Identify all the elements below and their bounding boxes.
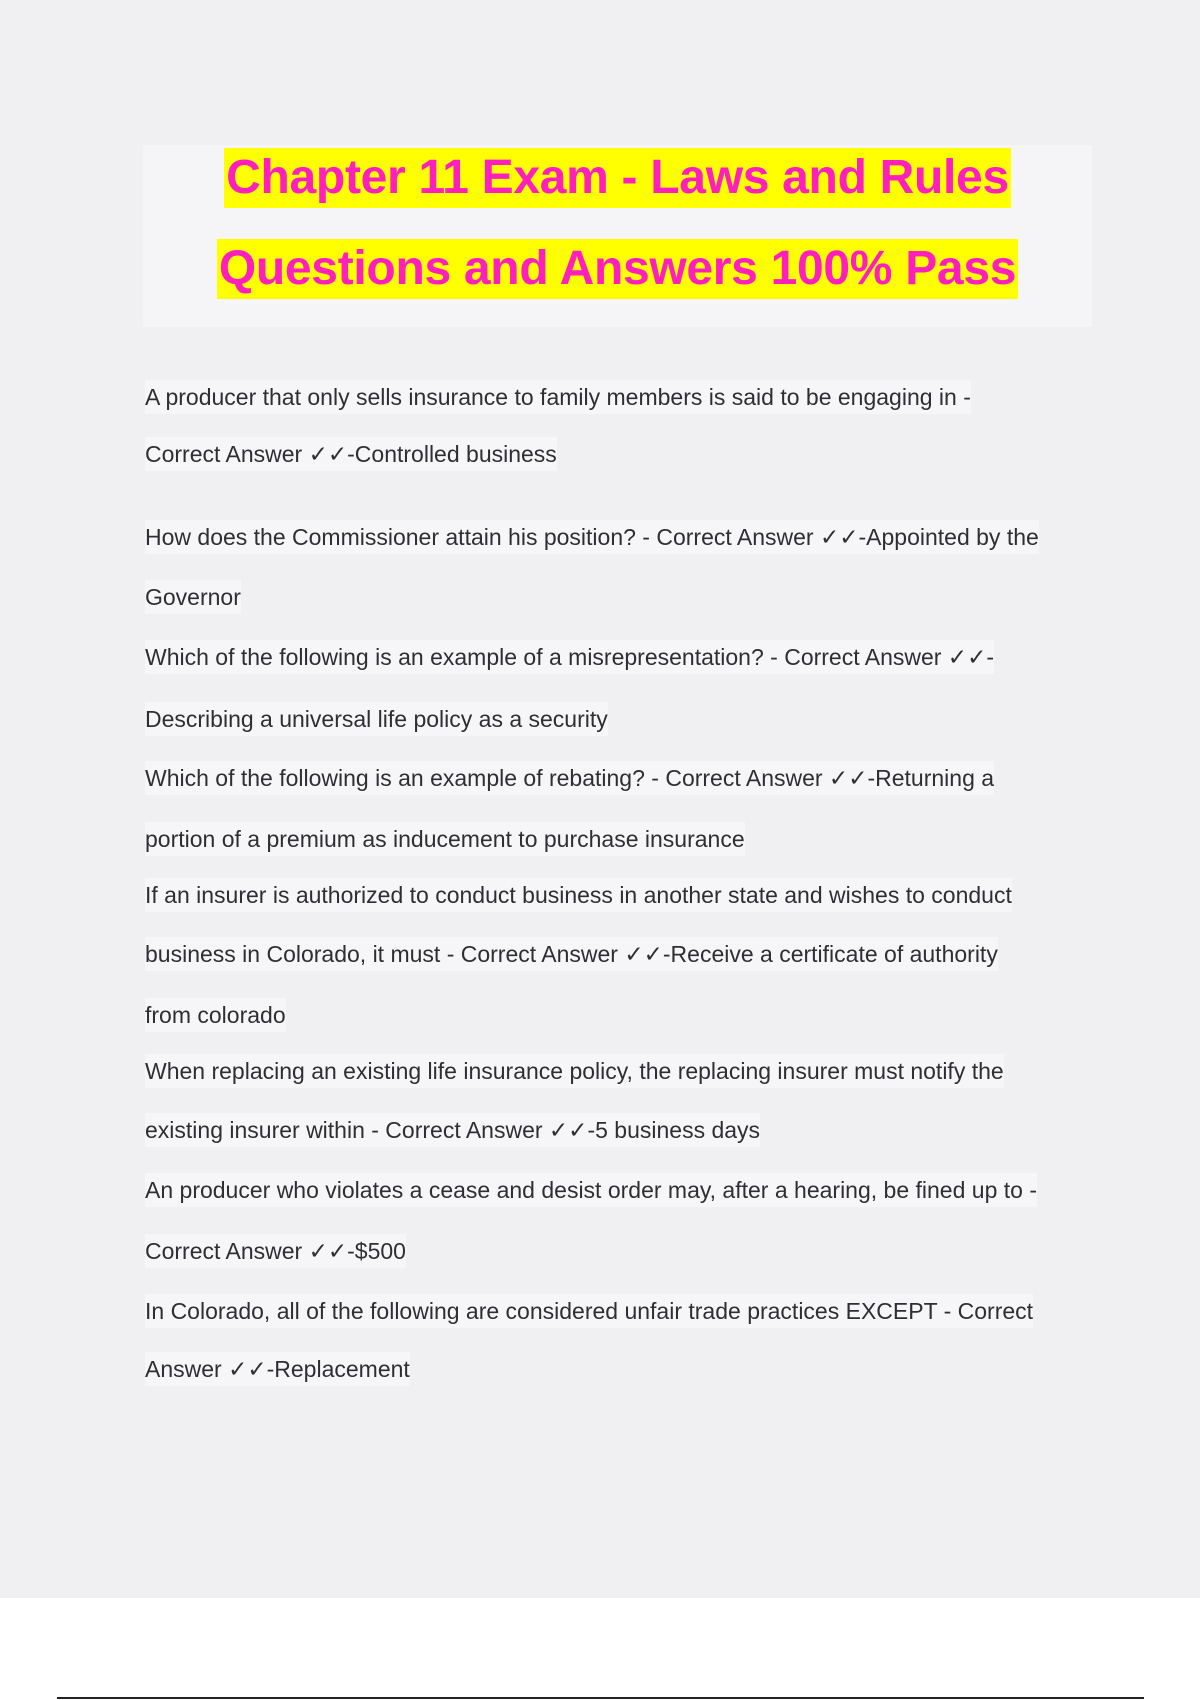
qa-line: An producer who violates a cease and desist order may, after a hearing, be fined up to -: [145, 1173, 1037, 1207]
title-block: [143, 145, 1092, 327]
qa-line: from colorado: [145, 998, 286, 1032]
qa-line: Correct Answer ✓✓-Controlled business: [145, 437, 557, 471]
qa-line: Answer ✓✓-Replacement: [145, 1352, 410, 1386]
qa-line: portion of a premium as inducement to purchase insurance: [145, 822, 745, 856]
qa-line: business in Colorado, it must - Correct Answer ✓✓-Receive a certificate of authority: [145, 937, 998, 971]
qa-line: Describing a universal life policy as a security: [145, 702, 608, 736]
title-line-2: Questions and Answers 100% Pass: [217, 239, 1018, 299]
qa-line: Correct Answer ✓✓-$500: [145, 1234, 406, 1268]
qa-line: When replacing an existing life insurance policy, the replacing insurer must notify the: [145, 1054, 1004, 1088]
qa-line: How does the Commissioner attain his position? - Correct Answer ✓✓-Appointed by the: [145, 520, 1039, 554]
footer-divider: [57, 1697, 1144, 1699]
qa-line: A producer that only sells insurance to family members is said to be engaging in -: [145, 380, 971, 414]
qa-line: Governor: [145, 580, 241, 614]
qa-line: If an insurer is authorized to conduct business in another state and wishes to conduct: [145, 878, 1012, 912]
qa-line: In Colorado, all of the following are considered unfair trade practices EXCEPT - Correct: [145, 1294, 1033, 1328]
qa-line: Which of the following is an example of rebating? - Correct Answer ✓✓-Returning a: [145, 761, 994, 795]
qa-line: existing insurer within - Correct Answer ✓✓-5 business days: [145, 1113, 760, 1147]
qa-line: Which of the following is an example of a misrepresentation? - Correct Answer ✓✓-: [145, 640, 994, 674]
title-line-1: Chapter 11 Exam - Laws and Rules: [224, 148, 1011, 208]
